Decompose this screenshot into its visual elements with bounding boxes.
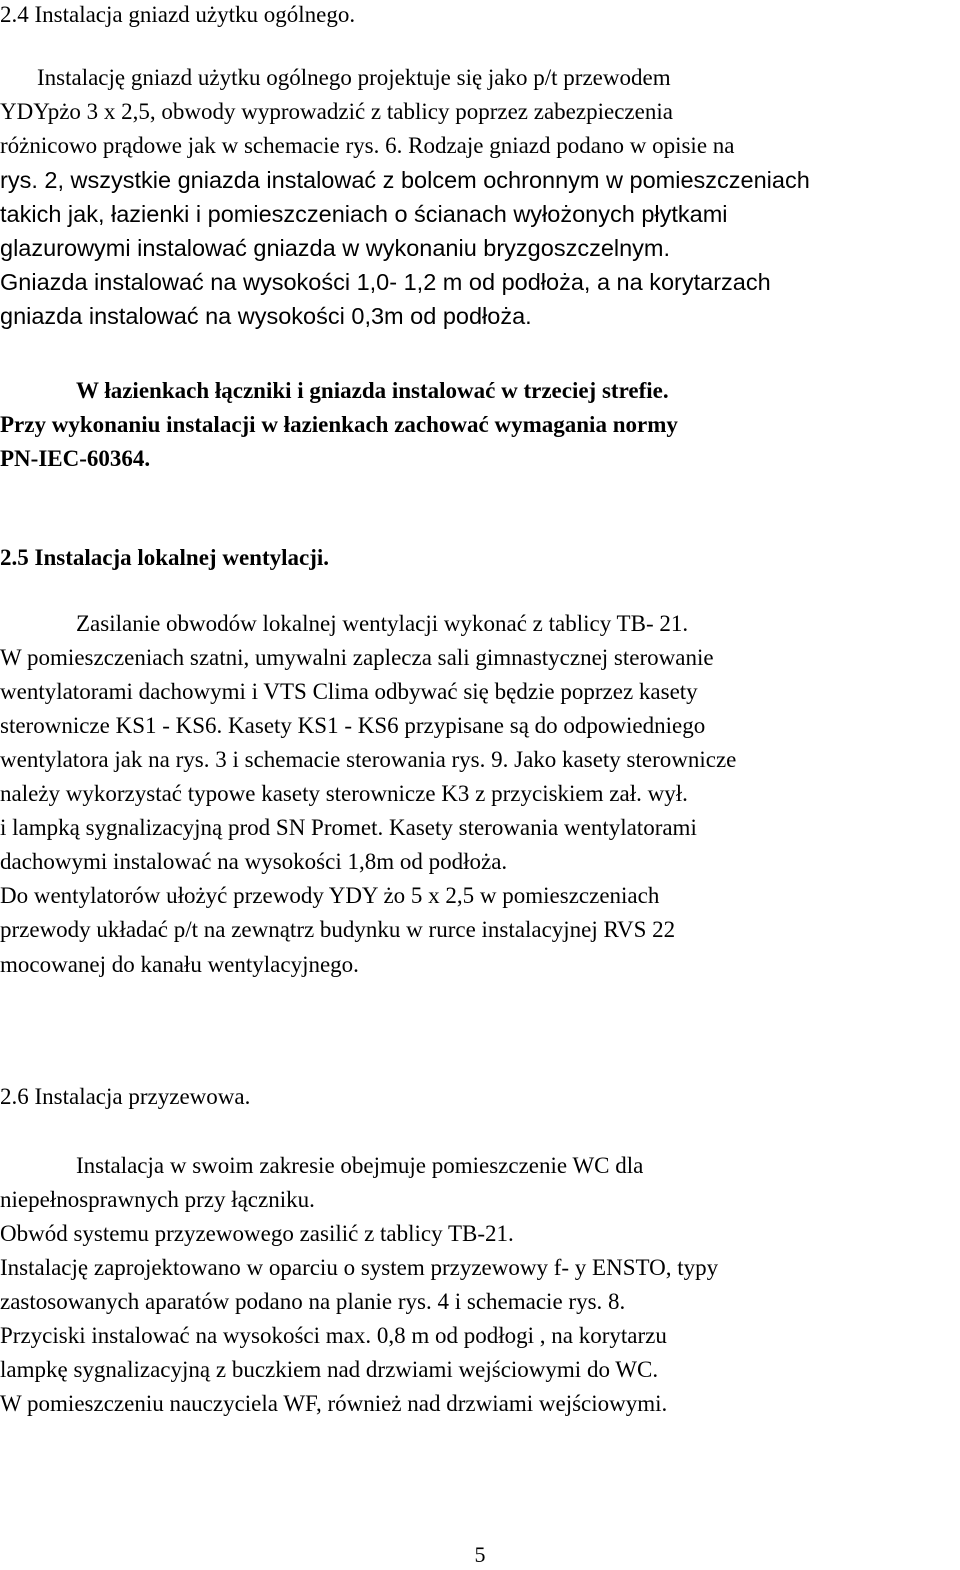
paragraph-line: Instalację zaprojektowano w oparciu o system przyzewowy f- y ENSTO, typy xyxy=(0,1255,719,1280)
paragraph-line: Gniazda instalować na wysokości 1,0- 1,2 m od podłoża, a na korytarzach xyxy=(0,269,771,295)
paragraph-line: sterownicze KS1 - KS6. Kasety KS1 - KS6 przypisane są do odpowiedniego xyxy=(0,713,706,738)
paragraph-line: wentylatorami dachowymi i VTS Clima odbywać się będzie poprzez kasety xyxy=(0,679,698,704)
bold-note-line: Przy wykonaniu instalacji w łazienkach zachować wymagania normy xyxy=(0,412,678,437)
paragraph-line: wentylatora jak na rys. 3 i schemacie sterowania rys. 9. Jako kasety sterownicze xyxy=(0,747,737,772)
paragraph-line: mocowanej do kanału wentylacyjnego. xyxy=(0,952,359,977)
bold-note-line: W łazienkach łączniki i gniazda instalować w trzeciej strefie. xyxy=(76,378,669,403)
page-number: 5 xyxy=(474,1542,486,1567)
paragraph-line: Do wentylatorów ułożyć przewody YDY żo 5 x 2,5 w pomieszczeniach xyxy=(0,883,660,908)
paragraph-line: dachowymi instalować na wysokości 1,8m od podłoża. xyxy=(0,849,508,874)
paragraph-line: Przyciski instalować na wysokości max. 0,8 m od podłogi , na korytarzu xyxy=(0,1323,667,1348)
paragraph-line: i lampką sygnalizacyjną prod SN Promet. Kasety sterowania wentylatorami xyxy=(0,815,697,840)
paragraph-line: W pomieszczeniu nauczyciela WF, również nad drzwiami wejściowymi. xyxy=(0,1391,668,1416)
paragraph-line: W pomieszczeniach szatni, umywalni zaplecza sali gimnastycznej sterowanie xyxy=(0,645,714,670)
section-2-6-heading: 2.6 Instalacja przyzewowa. xyxy=(0,1084,251,1109)
paragraph-line: należy wykorzystać typowe kasety sterownicze K3 z przyciskiem zał. wył. xyxy=(0,781,688,806)
paragraph-line: Obwód systemu przyzewowego zasilić z tablicy TB-21. xyxy=(0,1221,514,1246)
paragraph-line: Instalację gniazd użytku ogólnego projektuje się jako p/t przewodem xyxy=(37,65,671,90)
paragraph-line: Zasilanie obwodów lokalnej wentylacji wykonać z tablicy TB- 21. xyxy=(76,611,689,636)
paragraph-line: YDYpżo 3 x 2,5, obwody wyprowadzić z tablicy poprzez zabezpieczenia xyxy=(0,99,673,124)
section-2-5-heading: 2.5 Instalacja lokalnej wentylacji. xyxy=(0,545,330,570)
paragraph-line: zastosowanych aparatów podano na planie rys. 4 i schemacie rys. 8. xyxy=(0,1289,626,1314)
paragraph-line: takich jak, łazienki i pomieszczeniach o ścianach wyłożonych płytkami xyxy=(0,201,728,227)
paragraph-line: lampkę sygnalizacyjną z buczkiem nad drzwiami wejściowymi do WC. xyxy=(0,1357,659,1382)
bold-note-line: PN-IEC-60364. xyxy=(0,446,151,471)
paragraph-line: przewody układać p/t na zewnątrz budynku w rurce instalacyjnej RVS 22 xyxy=(0,917,676,942)
paragraph-line: rys. 2, wszystkie gniazda instalować z bolcem ochronnym w pomieszczeniach xyxy=(0,167,810,193)
paragraph-line: Instalacja w swoim zakresie obejmuje pomieszczenie WC dla xyxy=(76,1153,644,1178)
section-2-4-heading: 2.4 Instalacja gniazd użytku ogólnego. xyxy=(0,2,356,27)
paragraph-line: różnicowo prądowe jak w schemacie rys. 6. Rodzaje gniazd podano w opisie na xyxy=(0,133,735,158)
paragraph-line: gniazda instalować na wysokości 0,3m od podłoża. xyxy=(0,303,532,329)
paragraph-line: niepełnosprawnych przy łączniku. xyxy=(0,1187,315,1212)
paragraph-line: glazurowymi instalować gniazda w wykonaniu bryzgoszczelnym. xyxy=(0,235,671,261)
